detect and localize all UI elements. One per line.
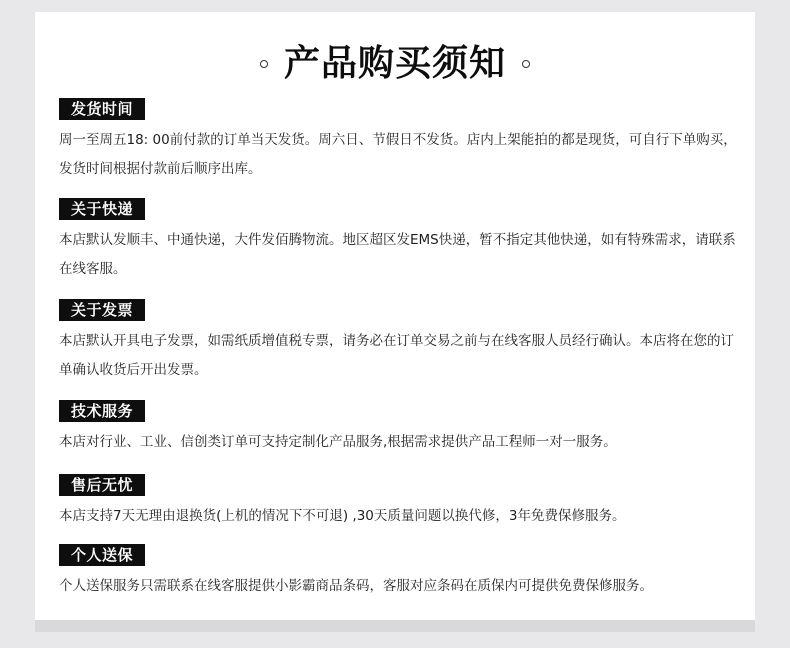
title-bar	[35, 42, 755, 86]
notice-card	[35, 12, 755, 620]
section-text: 本店支持7天无理由退换货(上机的情况下不可退) ,30天质量问题以换代修，3年免费保修服务。	[59, 508, 626, 524]
section-personal-warranty	[59, 544, 739, 601]
section-text: 本店默认发顺丰、中通快递，大件发佰腾物流。地区超区发EMS快递，暂不指定其他快递，如有特殊需求，请联系在线客服。	[59, 232, 736, 277]
section-tag: 发货时间	[59, 98, 145, 120]
section-tech-service	[59, 400, 739, 457]
left-dot-icon	[260, 60, 268, 68]
section-text: 本店对行业、工业、信创类订单可支持定制化产品服务,根据需求提供产品工程师一对一服务。	[59, 434, 617, 450]
section-courier	[59, 198, 739, 284]
section-tag: 关于快递	[59, 198, 145, 220]
section-tag: 技术服务	[59, 400, 145, 422]
section-after-sales	[59, 474, 739, 531]
section-tag: 售后无忧	[59, 474, 145, 496]
section-text: 本店默认开具电子发票，如需纸质增值税专票，请务必在订单交易之前与在线客服人员经行确认。本店将在您的订单确认收货后开出发票。	[59, 333, 734, 378]
section-shipping-time	[59, 98, 739, 184]
page-title: 产品购买须知	[283, 43, 506, 84]
bottom-strip	[35, 620, 755, 632]
section-tag: 关于发票	[59, 299, 145, 321]
right-dot-icon	[522, 60, 530, 68]
section-invoice	[59, 299, 739, 385]
section-tag: 个人送保	[59, 544, 145, 566]
section-text: 个人送保服务只需联系在线客服提供小影霸商品条码，客服对应条码在质保内可提供免费保修服务。	[59, 578, 653, 594]
section-text: 周一至周五18: 00前付款的订单当天发货。周六日、节假日不发货。店内上架能拍的都是现货，可自行下单购买，发货时间根据付款前后顺序出库。	[59, 132, 737, 177]
